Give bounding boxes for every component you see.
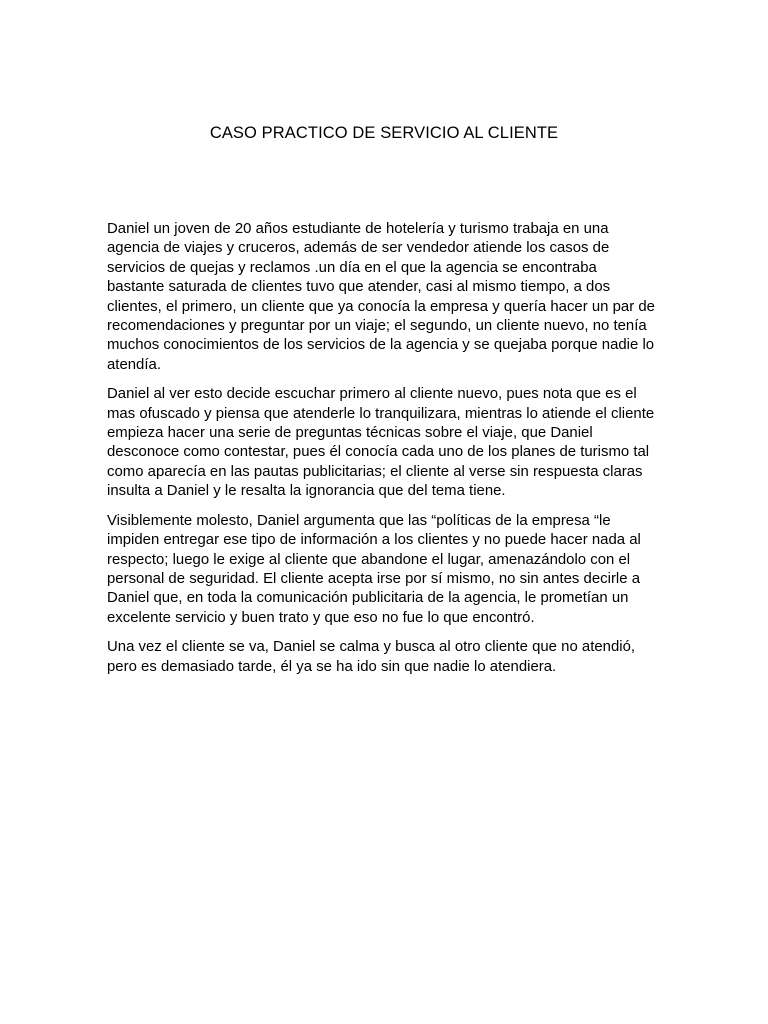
text-line: mas ofuscado y piensa que atenderle lo tranquilizara, mientras lo atiende el cliente [107, 405, 655, 422]
paragraph-3 [107, 512, 663, 628]
text-line: excelente servicio y buen trato y que eso no fue lo que encontró. [107, 609, 535, 626]
text-line: servicios de quejas y reclamos .un día en el que la agencia se encontraba [107, 259, 597, 276]
text-line: insulta a Daniel y le resalta la ignorancia que del tema tiene. [107, 483, 506, 500]
text-line: Daniel un joven de 20 años estudiante de hotelería y turismo trabaja en una [107, 221, 609, 237]
text-line: muchos conocimientos de los servicios de la agencia y se quejaba porque nadie lo [107, 337, 655, 354]
paragraph-4 [107, 638, 663, 677]
text-line: respecto; luego le exige al cliente que abandone el lugar, amenazándolo con el [107, 551, 631, 568]
paragraph-1 [107, 220, 663, 375]
paragraph-2 [107, 385, 663, 501]
text-line: clientes, el primero, un cliente que ya conocía la empresa y quería hacer un par de [107, 298, 655, 315]
text-line: pero es demasiado tarde, él ya se ha ido sin que nadie lo atendiera. [107, 658, 557, 675]
text-line: impiden entregar ese tipo de información a los clientes y no puede hacer nada al [107, 532, 641, 549]
text-line: bastante saturada de clientes tuvo que atender, casi al mismo tiempo, a dos [107, 279, 611, 296]
text-line: atendía. [107, 356, 161, 373]
text-line: empieza hacer una serie de preguntas técnicas sobre el viaje, que Daniel [107, 425, 593, 442]
text-line: Una vez el cliente se va, Daniel se calma y busca al otro cliente que no atendió, [107, 639, 636, 656]
text-line: Daniel que, en toda la comunicación publicitaria de la agencia, le prometían un [107, 590, 629, 607]
text-line: personal de seguridad. El cliente acepta irse por sí mismo, no sin antes decirle a [107, 570, 641, 587]
text-line: como aparecía en las pautas publicitarias; el cliente al verse sin respuesta claras [107, 463, 643, 480]
text-line: Daniel al ver esto decide escuchar primero al cliente nuevo, pues nota que es el [107, 386, 637, 403]
document-title: CASO PRACTICO DE SERVICIO AL CLIENTE [209, 124, 559, 142]
text-line: desconoce como contestar, pues él conocía cada uno de los planes de turismo tal [107, 444, 650, 461]
text-line: recomendaciones y preguntar por un viaje; el segundo, un cliente nuevo, no tenía [107, 318, 647, 335]
text-line: Visiblemente molesto, Daniel argumenta que las “políticas de la empresa “le [107, 512, 611, 529]
text-line: agencia de viajes y cruceros, además de ser vendedor atiende los casos de [107, 240, 610, 257]
document-body [107, 220, 663, 687]
